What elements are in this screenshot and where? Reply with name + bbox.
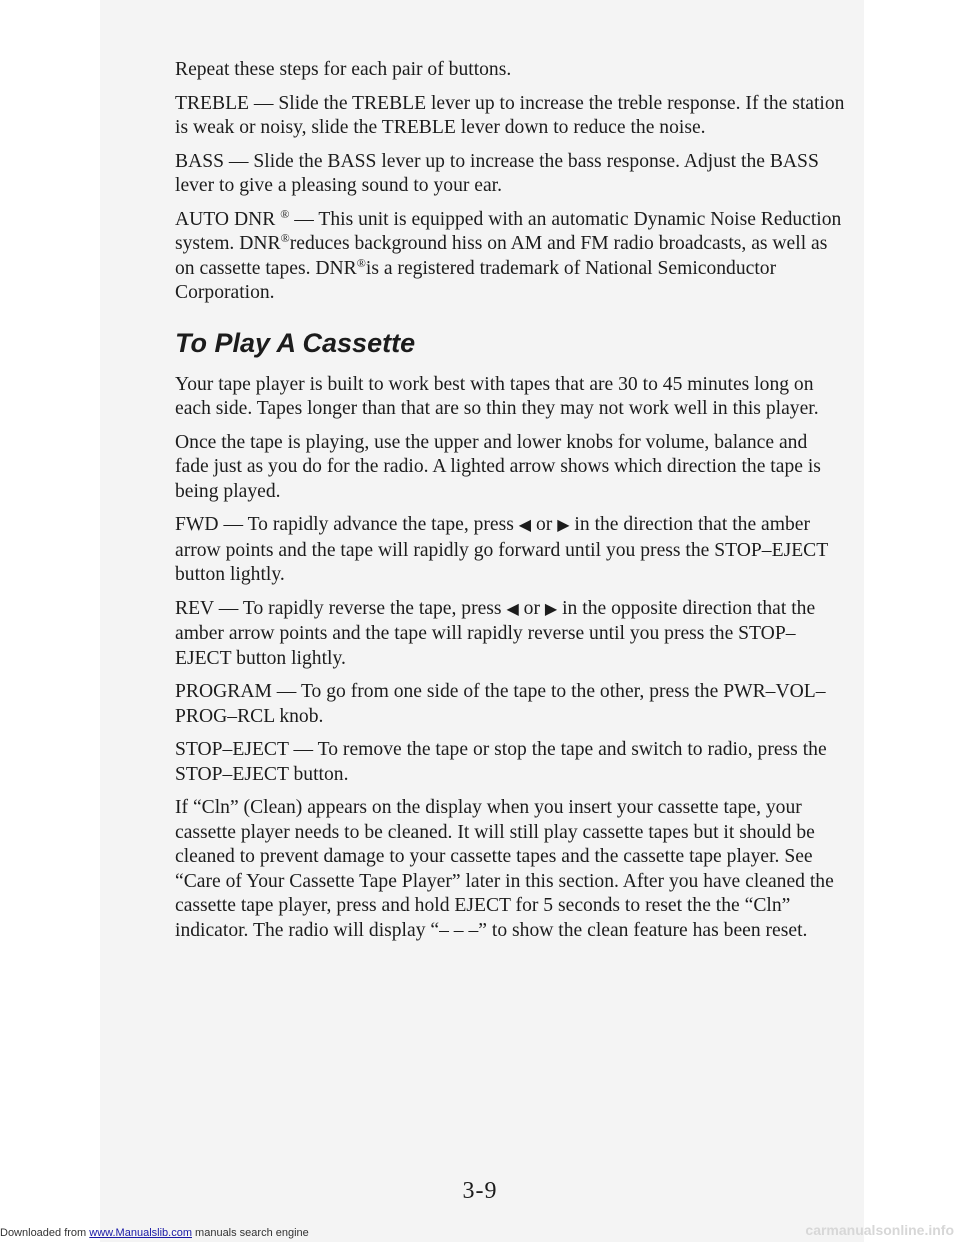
page-content bbox=[175, 58, 845, 952]
registered-mark: ® bbox=[356, 255, 366, 270]
clean-paragraph: If “Cln” (Clean) appears on the display when you insert your cassette tape, your cassette player needs to be cleaned. It will still play cassette tapes but it should be cleaned to prevent damage to your cassette tapes and the cassette tape player. See “Care of Your Cassette Tape Player” later in this section. After you have cleaned the cassette tape player, press and hold EJECT for 5 seconds to reset the the “Cln” indicator. The radio will display “– – –” to show the clean feature has been reset. bbox=[175, 797, 834, 941]
left-arrow-icon: ◀ bbox=[518, 517, 532, 534]
site-watermark: carmanualsonline.info bbox=[805, 1222, 954, 1238]
registered-mark: ® bbox=[280, 231, 290, 245]
program-paragraph: PROGRAM — To go from one side of the tape to the other, press the PWR–VOL–PROG–RCL knob. bbox=[175, 681, 826, 727]
manualslib-link[interactable]: www.Manualslib.com bbox=[89, 1227, 192, 1239]
treble-paragraph: TREBLE — Slide the TREBLE lever up to increase the treble response. If the station is weak or noisy, slide the TREBLE lever down to reduce the noise. bbox=[175, 92, 845, 138]
tape-length-paragraph: Your tape player is built to work best with tapes that are 30 to 45 minutes long on each side. Tapes longer than that are so thin they may not work well in this player. bbox=[175, 373, 819, 419]
rev-paragraph: REV — To rapidly reverse the tape, press ◀ or ▶ in the opposite direction that the amber arrow points and the tape will rapidly reverse until you press the STOP–EJECT button lightly. bbox=[175, 597, 816, 669]
dnr-paragraph: AUTO DNR ® — This unit is equipped with an automatic Dynamic Noise Reduction system. DNR®reduces background hiss on AM and FM radio broadcasts, as well as on cassette tapes. DNR®is a registered trademark of National Semiconductor Corporation. bbox=[175, 206, 842, 303]
right-arrow-icon: ▶ bbox=[544, 600, 558, 618]
fwd-paragraph: FWD — To rapidly advance the tape, press ◀ or ▶ in the direction that the amber arrow points and the tape will rapidly go forward until you press the STOP–EJECT button lightly. bbox=[175, 514, 828, 585]
stop-eject-paragraph: STOP–EJECT — To remove the tape or stop the tape and switch to radio, press the STOP–EJECT button. bbox=[175, 739, 827, 785]
right-arrow-icon: ▶ bbox=[557, 517, 570, 534]
page-number: 3-9 bbox=[462, 1178, 498, 1204]
section-heading: To Play A Cassette bbox=[175, 327, 416, 358]
playing-paragraph: Once the tape is playing, use the upper and lower knobs for volume, balance and fade just as you do for the radio. A lighted arrow shows which direction the tape is being played. bbox=[175, 431, 821, 502]
intro-paragraph: Repeat these steps for each pair of buttons. bbox=[175, 59, 512, 80]
left-arrow-icon: ◀ bbox=[506, 600, 519, 618]
bass-paragraph: BASS — Slide the BASS lever up to increase the bass response. Adjust the BASS lever to give a pleasing sound to your ear. bbox=[175, 150, 819, 196]
download-watermark: Downloaded from www.Manualslib.com manuals search engine bbox=[0, 1227, 309, 1239]
registered-mark: ® bbox=[280, 206, 290, 221]
